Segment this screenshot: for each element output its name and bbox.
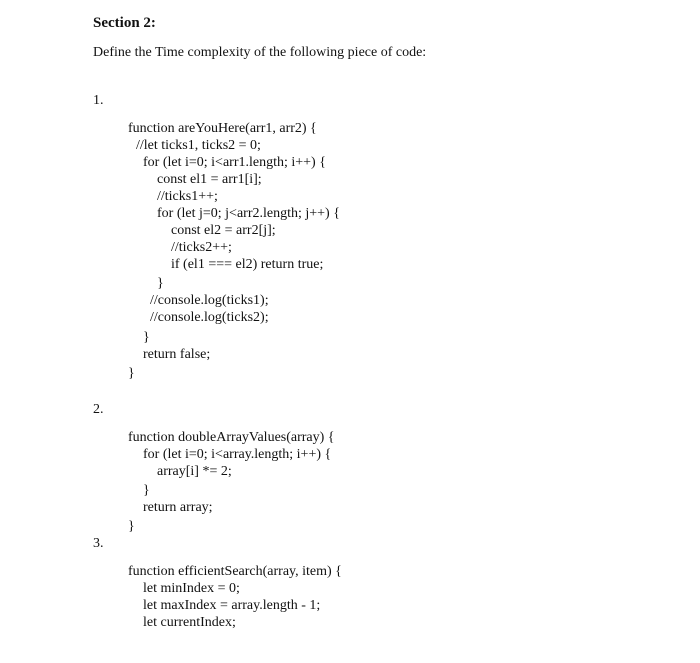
code-line: function efficientSearch(array, item) { <box>128 564 342 579</box>
code-line: } <box>128 366 135 381</box>
code-line: let currentIndex; <box>143 615 236 630</box>
code-line: if (el1 === el2) return true; <box>171 257 324 272</box>
code-line: let minIndex = 0; <box>143 581 240 596</box>
section-title: Section 2: <box>93 15 156 31</box>
code-line: function doubleArrayValues(array) { <box>128 430 335 445</box>
code-line: //console.log(ticks1); <box>150 293 269 308</box>
instruction-text: Define the Time complexity of the following piece of code: <box>93 45 427 60</box>
question-number: 1. <box>93 93 104 108</box>
code-line: } <box>128 519 135 534</box>
code-line: function areYouHere(arr1, arr2) { <box>128 121 317 136</box>
code-line: } <box>143 330 150 345</box>
code-line: } <box>157 276 164 291</box>
code-line: for (let j=0; j<arr2.length; j++) { <box>157 206 340 221</box>
code-line: //console.log(ticks2); <box>150 310 269 325</box>
code-line: //ticks1++; <box>157 189 218 204</box>
code-line: const el1 = arr1[i]; <box>157 172 262 187</box>
code-line: } <box>143 483 150 498</box>
question-number: 2. <box>93 402 104 417</box>
code-line: let maxIndex = array.length - 1; <box>143 598 321 613</box>
code-line: return array; <box>143 500 213 515</box>
code-line: return false; <box>143 347 211 362</box>
code-line: //let ticks1, ticks2 = 0; <box>136 138 261 153</box>
code-line: for (let i=0; i<array.length; i++) { <box>143 447 332 462</box>
code-line: const el2 = arr2[j]; <box>171 223 276 238</box>
code-line: array[i] *= 2; <box>157 464 232 479</box>
code-line: for (let i=0; i<arr1.length; i++) { <box>143 155 326 170</box>
question-number: 3. <box>93 536 104 551</box>
code-line: //ticks2++; <box>171 240 232 255</box>
